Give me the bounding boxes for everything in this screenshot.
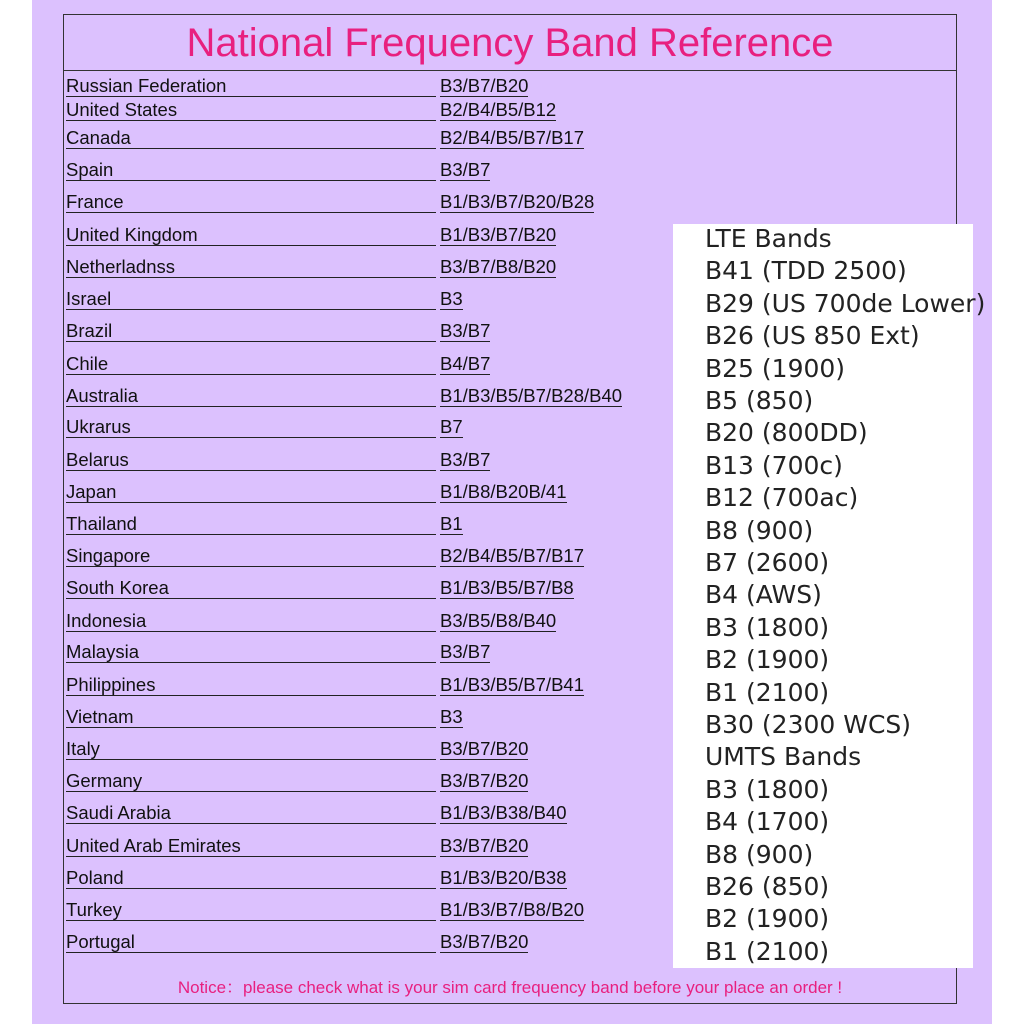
band-item: B30 (2300 WCS) bbox=[705, 710, 912, 739]
country-row bbox=[66, 543, 666, 569]
country-name: Italy bbox=[66, 738, 436, 760]
band-item: B12 (700ac) bbox=[705, 483, 859, 513]
country-name: Ukrarus bbox=[66, 416, 436, 438]
notice-text: Notice：please check what is your sim card frequency band before your place an order ! bbox=[177, 978, 843, 997]
band-item: B41 (TDD 2500) bbox=[705, 256, 907, 286]
country-row bbox=[66, 639, 666, 665]
country-row bbox=[66, 97, 666, 123]
title-divider bbox=[63, 70, 957, 71]
country-name: Spain bbox=[66, 159, 436, 181]
country-name: Belarus bbox=[66, 449, 436, 471]
band-item: B20 (800DD) bbox=[705, 418, 868, 448]
country-name: France bbox=[66, 191, 436, 213]
country-name: United Kingdom bbox=[66, 224, 436, 246]
country-bands: B3/B7 bbox=[440, 320, 491, 341]
band-item: B5 (850) bbox=[705, 386, 814, 415]
country-bands: B2/B4/B5/B7/B17 bbox=[440, 127, 584, 148]
band-reference-box bbox=[673, 224, 986, 968]
band-item: B26 (850) bbox=[705, 872, 830, 901]
country-name: Brazil bbox=[66, 320, 436, 342]
country-name: South Korea bbox=[66, 577, 436, 599]
country-name: Canada bbox=[66, 127, 436, 149]
country-name: Netherladnss bbox=[66, 256, 436, 278]
page-title: National Frequency Band Reference bbox=[186, 21, 834, 65]
country-bands: B3/B7/B20 bbox=[440, 770, 529, 791]
country-bands: B1 bbox=[440, 513, 463, 534]
country-row bbox=[66, 704, 666, 730]
band-item: B4 (1700) bbox=[705, 807, 830, 837]
country-row bbox=[66, 736, 666, 762]
country-bands: B1/B3/B5/B7/B41 bbox=[440, 674, 584, 695]
country-row bbox=[66, 447, 666, 473]
country-name: Philippines bbox=[66, 674, 436, 696]
country-bands: B3/B7 bbox=[440, 449, 491, 470]
country-name: Portugal bbox=[66, 931, 436, 953]
country-bands: B1/B3/B38/B40 bbox=[440, 802, 567, 823]
country-bands: B3/B7/B20 bbox=[440, 835, 529, 856]
country-row bbox=[66, 351, 666, 377]
country-bands: B2/B4/B5/B12 bbox=[440, 99, 557, 120]
band-item: B8 (900) bbox=[705, 839, 814, 869]
country-bands: B1/B3/B7/B20 bbox=[440, 224, 557, 245]
band-item: B8 (900) bbox=[705, 515, 814, 545]
country-row bbox=[66, 479, 666, 505]
country-row bbox=[66, 73, 666, 99]
country-name: United States bbox=[66, 99, 436, 121]
country-row bbox=[66, 672, 666, 698]
country-name: Malaysia bbox=[66, 641, 436, 663]
country-row bbox=[66, 189, 666, 215]
country-bands: B3/B7/B20 bbox=[440, 738, 529, 759]
country-row bbox=[66, 929, 666, 955]
country-bands: B3/B7/B20 bbox=[440, 931, 529, 952]
country-bands: B3 bbox=[440, 706, 463, 727]
country-bands: B3/B7 bbox=[440, 641, 491, 662]
country-row bbox=[66, 833, 666, 859]
country-row bbox=[66, 318, 666, 344]
country-row bbox=[66, 511, 666, 537]
country-row bbox=[66, 222, 666, 248]
country-bands: B2/B4/B5/B7/B17 bbox=[440, 545, 584, 566]
country-row bbox=[66, 254, 666, 280]
country-name: Poland bbox=[66, 867, 436, 889]
country-bands: B1/B3/B5/B7/B28/B40 bbox=[440, 385, 623, 406]
country-row bbox=[66, 414, 666, 440]
band-item: B2 (1900) bbox=[705, 645, 830, 675]
band-item: B7 (2600) bbox=[705, 548, 830, 577]
country-bands: B3/B7/B8/B20 bbox=[440, 256, 557, 277]
country-name: United Arab Emirates bbox=[66, 835, 436, 857]
country-bands: B1/B3/B7/B8/B20 bbox=[440, 899, 584, 920]
band-item: B1 (2100) bbox=[705, 677, 830, 707]
country-bands: B3 bbox=[440, 288, 463, 309]
country-bands: B3/B5/B8/B40 bbox=[440, 610, 557, 631]
country-name: Chile bbox=[66, 353, 436, 375]
country-name: Singapore bbox=[66, 545, 436, 567]
country-row bbox=[66, 897, 666, 923]
country-name: Japan bbox=[66, 481, 436, 503]
country-row bbox=[66, 157, 666, 183]
country-name: Thailand bbox=[66, 513, 436, 535]
country-row bbox=[66, 383, 666, 409]
country-bands: B1/B8/B20B/41 bbox=[440, 481, 567, 502]
band-item: B1 (2100) bbox=[705, 936, 830, 966]
country-name: Israel bbox=[66, 288, 436, 310]
country-name: Germany bbox=[66, 770, 436, 792]
country-row bbox=[66, 608, 666, 634]
band-item: B26 (US 850 Ext) bbox=[705, 321, 920, 351]
band-item: B3 (1800) bbox=[705, 774, 830, 804]
band-item: B13 (700c) bbox=[705, 450, 843, 480]
country-row bbox=[66, 286, 666, 312]
country-bands: B1/B3/B20/B38 bbox=[440, 867, 567, 888]
country-name: Turkey bbox=[66, 899, 436, 921]
country-name: Indonesia bbox=[66, 610, 436, 632]
country-name: Australia bbox=[66, 385, 436, 407]
country-name: Russian Federation bbox=[66, 75, 436, 97]
band-item: B29 (US 700de Lower) bbox=[705, 288, 986, 318]
band-item: B2 (1900) bbox=[705, 904, 830, 934]
band-item: B25 (1900) bbox=[705, 353, 846, 383]
country-bands: B7 bbox=[440, 416, 463, 437]
band-item: B4 (AWS) bbox=[705, 580, 822, 610]
country-name: Saudi Arabia bbox=[66, 802, 436, 824]
country-bands: B3/B7/B20 bbox=[440, 75, 529, 96]
band-item: B3 (1800) bbox=[705, 612, 830, 642]
band-section-heading: LTE Bands bbox=[705, 224, 832, 253]
country-row bbox=[66, 800, 666, 826]
country-row bbox=[66, 575, 666, 601]
country-bands: B1/B3/B5/B7/B8 bbox=[440, 577, 574, 598]
country-row bbox=[66, 768, 666, 794]
country-row bbox=[66, 125, 666, 151]
band-section-heading: UMTS Bands bbox=[705, 742, 862, 772]
country-name: Vietnam bbox=[66, 706, 436, 728]
country-row bbox=[66, 865, 666, 891]
country-bands: B4/B7 bbox=[440, 353, 491, 374]
country-bands: B1/B3/B7/B20/B28 bbox=[440, 191, 595, 212]
country-bands: B3/B7 bbox=[440, 159, 491, 180]
